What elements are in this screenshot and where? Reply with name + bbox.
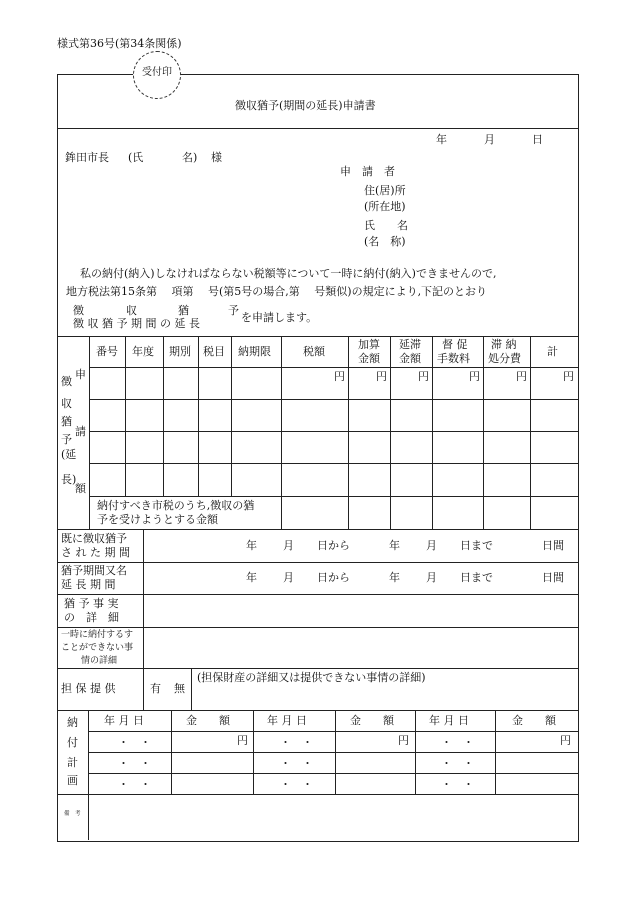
plan-date-placeholder: ・ ・ [441, 736, 474, 749]
row-line [57, 794, 578, 795]
col-header-entai-1: 延滞 [399, 338, 421, 351]
table-row-line [89, 496, 578, 497]
plan-date-placeholder: ・ ・ [118, 757, 151, 770]
addressee-close: 名) [182, 151, 198, 164]
row-line [57, 627, 578, 628]
existing-to-day: 日まで [460, 539, 493, 552]
statement-line-1: 私の納付(納入)しなければならない税額等について一時に納付(納入)できませんので, [80, 267, 497, 280]
plan-row-line [88, 752, 578, 753]
extension-period-label-1: 猶予期間又名 [61, 564, 127, 577]
col-header-period: 期別 [169, 345, 191, 358]
col-header-taino-2: 処分費 [488, 352, 521, 365]
side-label-char: 予 [61, 433, 72, 446]
existing-from-year: 年 [246, 539, 257, 552]
plan-yen-unit: 円 [237, 734, 248, 747]
yen-unit: 円 [418, 370, 429, 383]
date-month: 月 [484, 133, 495, 146]
remarks-label: 備 考 [64, 811, 81, 817]
table-bottom-border [57, 529, 578, 530]
plan-label-char: 納 [67, 716, 78, 729]
existing-period-label-2: さ れ た 期 間 [61, 546, 130, 559]
plan-date-placeholder: ・ ・ [118, 736, 151, 749]
statement-option-1d: 予 [228, 304, 239, 317]
existing-to-month: 月 [426, 539, 437, 552]
row-line [57, 562, 578, 563]
row-line [57, 594, 578, 595]
col-header-fiscal-year: 年度 [132, 345, 154, 358]
row-line [57, 710, 578, 711]
existing-period-label-1: 既に徴収猶予 [61, 532, 127, 545]
plan-date-placeholder: ・ ・ [118, 778, 151, 791]
plan-date-placeholder: ・ ・ [280, 778, 313, 791]
plan-date-placeholder: ・ ・ [280, 757, 313, 770]
col-header-kasan-1: 加算 [358, 338, 380, 351]
collateral-yes: 有 [150, 682, 161, 695]
addressee-open: (氏 [128, 151, 144, 164]
table-col-line [231, 336, 232, 496]
extension-from-year: 年 [246, 571, 257, 584]
plan-amount-header: 金 額 [512, 714, 556, 727]
applicant-address-label: 住(居)所 [364, 184, 406, 197]
side-label-char: 長) [61, 473, 77, 486]
plan-label-char: 付 [67, 736, 78, 749]
applicant-name-sub: (名 称) [364, 235, 406, 248]
side-label-sub: 額 [75, 482, 86, 495]
plan-date-placeholder: ・ ・ [441, 778, 474, 791]
table-col-line [530, 336, 531, 529]
table-col-line [483, 336, 484, 529]
plan-date-placeholder: ・ ・ [441, 757, 474, 770]
table-col-line [432, 336, 433, 529]
yen-unit: 円 [516, 370, 527, 383]
plan-label-char: 計 [67, 756, 78, 769]
summary-label-line-1: 納付すべき市税のうち,徴収の猶 [97, 499, 255, 512]
collateral-no: 無 [174, 682, 185, 695]
plan-yen-unit: 円 [398, 734, 409, 747]
plan-yen-unit: 円 [560, 734, 571, 747]
applicant-name-label: 氏 名 [364, 219, 408, 232]
plan-date-header: 年 月 日 [267, 714, 307, 727]
form-title: 徴収猶予(期間の延長)申請書 [235, 99, 376, 112]
existing-days: 日間 [542, 539, 564, 552]
extension-from-day: 日から [317, 571, 350, 584]
extension-days: 日間 [542, 571, 564, 584]
plan-date-header: 年 月 日 [429, 714, 469, 727]
reception-stamp-label: 受付印 [142, 67, 172, 78]
statement-option-1a: 徴 [73, 304, 84, 317]
extension-to-month: 月 [426, 571, 437, 584]
col-header-tax-amount: 税額 [303, 345, 325, 358]
date-year: 年 [436, 133, 447, 146]
remarks-col-line [88, 794, 89, 840]
table-col-line [348, 336, 349, 529]
extension-to-day: 日まで [460, 571, 493, 584]
table-col-line [163, 336, 164, 496]
plan-label-char: 画 [67, 774, 78, 787]
col-header-entai-2: 金額 [399, 352, 421, 365]
addressee-honorific: 様 [211, 151, 222, 164]
cannot-pay-label-2: ことができない事 [61, 643, 134, 653]
side-label-sub: 請 [75, 425, 86, 438]
extension-to-year: 年 [389, 571, 400, 584]
cannot-pay-label-1: 一時に納付するす [61, 630, 134, 640]
statement-option-1c: 猶 [178, 304, 189, 317]
collateral-detail: (担保財産の詳細又は提供できない事情の詳細) [197, 671, 426, 684]
col-header-taino-1: 滞 納 [491, 338, 517, 351]
addressee-prefix: 鉾田市長 [65, 151, 109, 164]
side-label-char: 猶 [61, 415, 72, 428]
col-header-tax-type: 税目 [203, 345, 225, 358]
date-day: 日 [532, 133, 543, 146]
collateral-col-line [143, 668, 144, 710]
col-header-due-date: 納期限 [238, 345, 271, 358]
statement-suffix: を申請します。 [241, 311, 318, 324]
col-header-tokusoku-2: 手数料 [437, 352, 470, 365]
row-line [57, 668, 578, 669]
facts-label-2: の 詳 細 [64, 611, 119, 624]
statement-option-2: 徴 収 猶 予 期 間 の 延 長 [73, 317, 200, 330]
col-header-tokusoku-1: 督 促 [442, 338, 468, 351]
existing-from-day: 日から [317, 539, 350, 552]
applicant-address-sub: (所在地) [364, 200, 406, 213]
side-label-char: 徴 [61, 375, 72, 388]
summary-label-line-2: 予を受けようとする金額 [97, 513, 218, 526]
col-header-total: 計 [547, 345, 558, 358]
collateral-label: 担 保 提 供 [61, 682, 116, 695]
table-top-border [57, 336, 578, 337]
side-label-char: (延 [61, 448, 77, 461]
statement-option-1b: 収 [126, 304, 137, 317]
plan-row-line [88, 773, 578, 774]
col-header-kasan-2: 金額 [358, 352, 380, 365]
yen-unit: 円 [563, 370, 574, 383]
facts-label-1: 猶 予 事 実 [64, 597, 119, 610]
table-col-line [198, 336, 199, 496]
yen-unit: 円 [469, 370, 480, 383]
col-header-number: 番号 [96, 345, 118, 358]
plan-row-line [88, 731, 578, 732]
extension-period-label-2: 延 長 期 間 [61, 578, 116, 591]
statement-line-2: 地方税法第15条第 項第 号(第5号の場合,第 号類似)の規定により,下記のとおり [66, 285, 488, 298]
plan-date-header: 年 月 日 [104, 714, 144, 727]
cannot-pay-label-3: 情の詳細 [81, 656, 118, 666]
side-label-char: 収 [61, 397, 72, 410]
table-col-line [281, 336, 282, 529]
applicant-heading: 申 請 者 [340, 165, 395, 178]
side-label-sub: 申 [75, 368, 86, 381]
plan-amount-header: 金 額 [350, 714, 394, 727]
extension-from-month: 月 [283, 571, 294, 584]
table-col-line [125, 336, 126, 496]
title-divider [57, 128, 578, 129]
collateral-col-line [191, 668, 192, 710]
yen-unit: 円 [334, 370, 345, 383]
label-col-line [143, 529, 144, 668]
plan-amount-header: 金 額 [186, 714, 230, 727]
plan-date-placeholder: ・ ・ [280, 736, 313, 749]
existing-to-year: 年 [389, 539, 400, 552]
table-col-line [89, 336, 90, 529]
form-number: 様式第36号(第34条関係) [57, 37, 182, 50]
existing-from-month: 月 [283, 539, 294, 552]
yen-unit: 円 [376, 370, 387, 383]
table-col-line [390, 336, 391, 529]
